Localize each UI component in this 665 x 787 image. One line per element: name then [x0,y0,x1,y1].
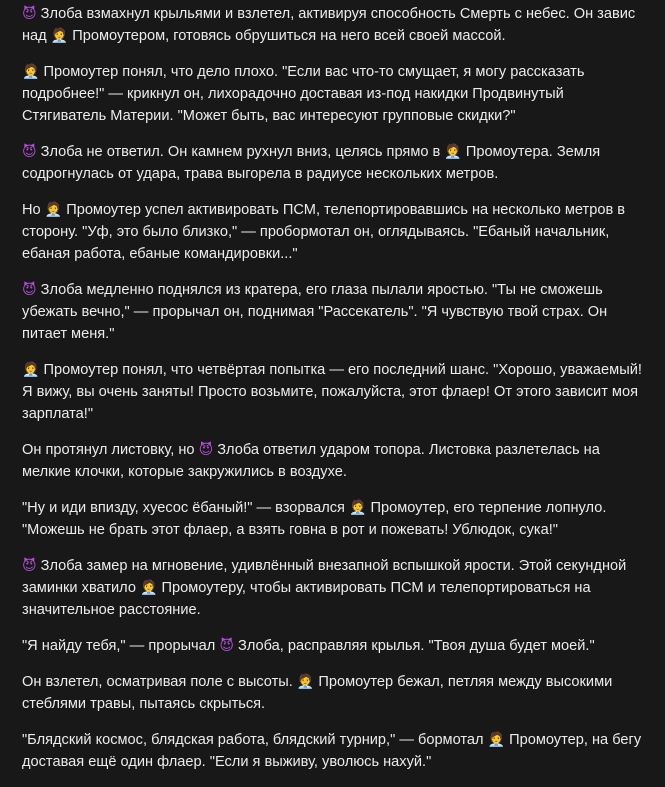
devil-icon: 😈 [22,144,37,160]
story-paragraph [22,359,647,425]
story-paragraph [22,279,647,345]
paragraph-text: Но [22,202,45,218]
paragraph-text: Промоутер бежал, петляя между высокими стеблями травы, пытаясь скрыться. [22,674,613,712]
story-paragraph [22,439,647,483]
office-worker-icon: 🧑‍💼 [22,64,40,80]
story-paragraph [22,61,647,127]
devil-icon: 😈 [22,558,37,574]
paragraph-text: Промоутер понял, что дело плохо. "Если вас что-то смущает, я могу рассказать подробнее!" — крикнул он, лихорадочно доставая из-под накидки Продвинутый Стягиватель Материи. "Может быть, вас интересуют групповые скидки?" [22,64,585,124]
story-paragraph [22,555,647,621]
paragraph-text: Он взлетел, осматривая поле с высоты. [22,674,297,690]
office-worker-icon: 🧑‍💼 [50,28,69,44]
devil-icon: 😈 [22,282,37,298]
story-paragraph [22,3,647,47]
paragraph-text: Промоутер, его терпение лопнуло. "Можешь не брать этот флаер, а взять говна в рот и пожевать! Ублюдок, сука!" [22,500,607,538]
paragraph-text: Злоба не ответил. Он камнем рухнул вниз, целясь прямо в [36,144,445,160]
story-paragraph [22,497,647,541]
paragraph-text: Злоба взмахнул крыльями и взлетел, активируя способность Смерть с небес. Он завис над [22,6,636,44]
paragraph-text: Злоба, расправляя крылья. "Твоя душа будет моей." [233,638,595,654]
paragraph-text: "Ну и иди впизду, хуесос ёбаный!" — взорвался [22,500,349,516]
story-paragraph [22,199,647,265]
paragraph-text: Злоба ответил ударом топора. Листовка разлетелась на мелкие клочки, которые закружились в воздухе. [22,442,600,480]
paragraph-text: Он протянул листовку, но [22,442,199,458]
story-paragraph [22,635,647,657]
paragraph-text: "Я найду тебя," — прорычал [22,638,220,654]
paragraph-text: Промоутер, на бегу доставая ещё один флаер. "Если я выживу, уволюсь нахуй." [22,732,642,770]
paragraph-text: Злоба замер на мгновение, удивлённый внезапной вспышкой ярости. Этой секундной заминки хватило [22,558,627,596]
office-worker-icon: 🧑‍💼 [444,144,462,160]
story-text [22,3,647,787]
office-worker-icon: 🧑‍💼 [44,202,63,218]
paragraph-text: Промоутеру, чтобы активировать ПСМ и телепортироваться на значительное расстояние. [22,580,591,618]
office-worker-icon: 🧑‍💼 [348,500,367,516]
story-paragraph [22,671,647,715]
story-paragraph [22,141,647,185]
paragraph-text: Злоба медленно поднялся из кратера, его глаза пылали яростью. "Ты не сможешь убежать вечно," — прорычал он, поднимая "Рассекатель". "Я чувствую твой страх. Он питает меня." [22,282,608,342]
office-worker-icon: 🧑‍💼 [487,732,506,748]
paragraph-text: Промоутера. Земля содрогнулась от удара, трава выгорела в радиусе нескольких метров. [22,144,601,182]
devil-icon: 😈 [219,638,234,654]
paragraph-text: "Блядский космос, блядская работа, блядский турнир," — бормотал [22,732,488,748]
office-worker-icon: 🧑‍💼 [140,580,158,596]
paragraph-text: Промоутер успел активировать ПСМ, телепортировавшись на несколько метров в сторону. "Уф, это было близко," — пробормотал он, оглядываясь. "Ебаный начальник, ебаная работа, ебаные командировки..." [22,202,626,262]
office-worker-icon: 🧑‍💼 [22,362,40,378]
paragraph-text: Промоутер понял, что четвёртая попытка — его последний шанс. "Хорошо, уважаемый! Я вижу, вы очень заняты! Просто возьмите, пожалуйста, этот флаер! От этого зависит моя зарплата!" [22,362,642,422]
paragraph-text: Промоутером, готовясь обрушиться на него всей своей массой. [68,28,506,44]
devil-icon: 😈 [22,6,37,22]
devil-icon: 😈 [198,442,214,458]
story-paragraph [22,729,647,773]
office-worker-icon: 🧑‍💼 [296,674,315,690]
